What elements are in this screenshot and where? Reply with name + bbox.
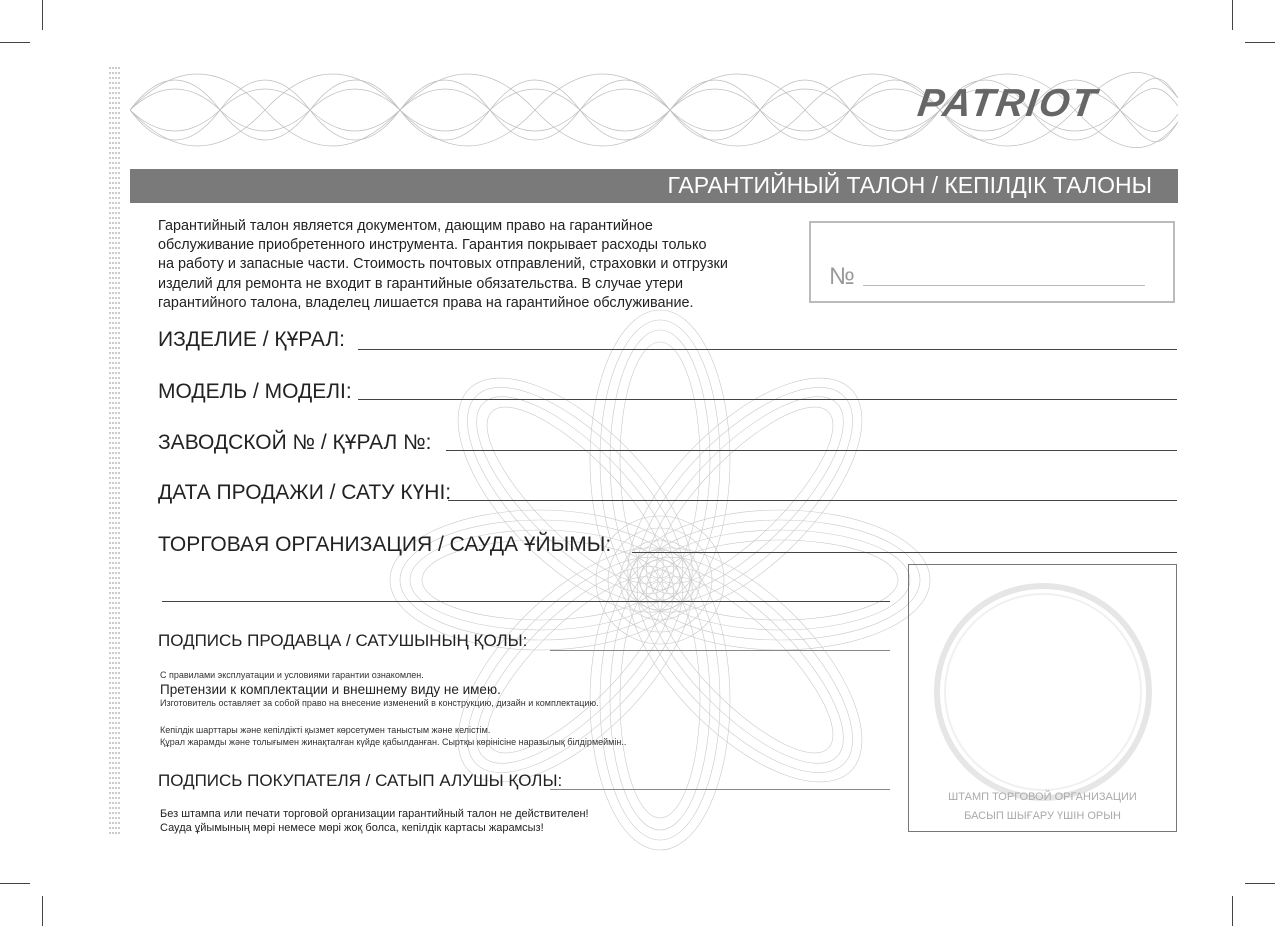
intro-line: Гарантийный талон является документом, дающим право на гарантийное [158, 218, 653, 234]
model-field[interactable] [358, 399, 1177, 400]
sale-date-label: ДАТА ПРОДАЖИ / САТУ КҮНІ: [158, 481, 452, 504]
stamp-label: ШТАМП ТОРГОВОЙ ОРГАНИЗАЦИИ [948, 791, 1137, 803]
product-label: ИЗДЕЛИЕ / ҚҰРАЛ: [158, 328, 345, 351]
intro-line: обслуживание приобретенного инструмента. Гарантия покрывает расходы только [158, 237, 707, 254]
intro-line: гарантийного талона, владелец лишается права на гарантийное обслуживание. [158, 294, 694, 311]
crop-mark [1245, 883, 1275, 884]
crop-mark [42, 0, 43, 30]
organization-label: ТОРГОВАЯ ОРГАНИЗАЦИЯ / САУДА ҰЙЫМЫ: [158, 533, 612, 556]
intro-line: на работу и запасные части. Стоимость почтовых отправлений, страховки и отгрузки [158, 256, 728, 273]
seller-signature-label: ПОДПИСЬ ПРОДАВЦА / САТУШЫНЫҢ ҚОЛЫ: [158, 631, 528, 650]
product-field[interactable] [358, 349, 1177, 350]
stamp-box [908, 564, 1177, 832]
microtext-strip [108, 66, 122, 836]
intro-paragraph [158, 217, 798, 313]
crop-mark [0, 883, 30, 884]
model-label: МОДЕЛЬ / МОДЕЛІ: [158, 380, 352, 403]
acknowledged-note: С правилами эксплуатации и условиями гарантии ознакомлен. [160, 670, 424, 680]
stamp-label-kz: БАСЫП ШЫҒАРУ ҮШІН ОРЫН [964, 810, 1121, 822]
manufacturer-right-note: Изготовитель оставляет за собой право на внесение изменений в конструкцию, дизайн и комплектацию. [160, 698, 599, 708]
crop-mark [1245, 42, 1275, 43]
buyer-signature-label: ПОДПИСЬ ПОКУПАТЕЛЯ / САТЫП АЛУШЫ ҚОЛЫ: [158, 771, 563, 790]
kz-acknowledged-note: Кепілдік шарттары және кепілдікті қызмет көрсетумен таныстым және келістім. [160, 725, 491, 735]
organization-field[interactable] [632, 552, 1177, 553]
sale-date-field[interactable] [448, 500, 1177, 501]
footer-kz-warning: Сауда ұйымының мөрі немесе мөрі жоқ болса, кепілдік картасы жарамсыз! [160, 822, 544, 834]
buyer-signature-field[interactable] [550, 789, 890, 790]
crop-mark [0, 42, 30, 43]
number-label: № [829, 263, 855, 290]
crop-mark [42, 896, 43, 926]
stamp-circle-watermark [921, 579, 1165, 805]
patriot-logo: PATRIOT [915, 82, 1101, 125]
crop-mark [1232, 896, 1233, 926]
seller-signature-field[interactable] [550, 650, 890, 651]
crop-mark [1232, 0, 1233, 30]
kz-accepted-note: Құрал жарамды және толығымен жинақталған күйде қабылданған. Сыртқы көрінісіне наразылық білдірмеймін.. [160, 737, 627, 747]
serial-label: ЗАВОДСКОЙ № / ҚҰРАЛ №: [158, 431, 432, 454]
intro-line: изделий для ремонта не входит в гарантийные обязательства. В случае утери [158, 275, 684, 292]
number-field[interactable] [863, 285, 1145, 286]
footer-ru-warning: Без штампа или печати торговой организации гарантийный талон не действителен! [160, 808, 589, 820]
page-title: ГАРАНТИЙНЫЙ ТАЛОН / КЕПІЛДІК ТАЛОНЫ [667, 172, 1152, 198]
organization-field-continued[interactable] [162, 601, 890, 602]
title-bar [130, 169, 1178, 203]
no-claims-note: Претензии к комплектации и внешнему виду не имею. [160, 682, 501, 697]
number-box [809, 221, 1175, 303]
serial-field[interactable] [446, 450, 1177, 451]
